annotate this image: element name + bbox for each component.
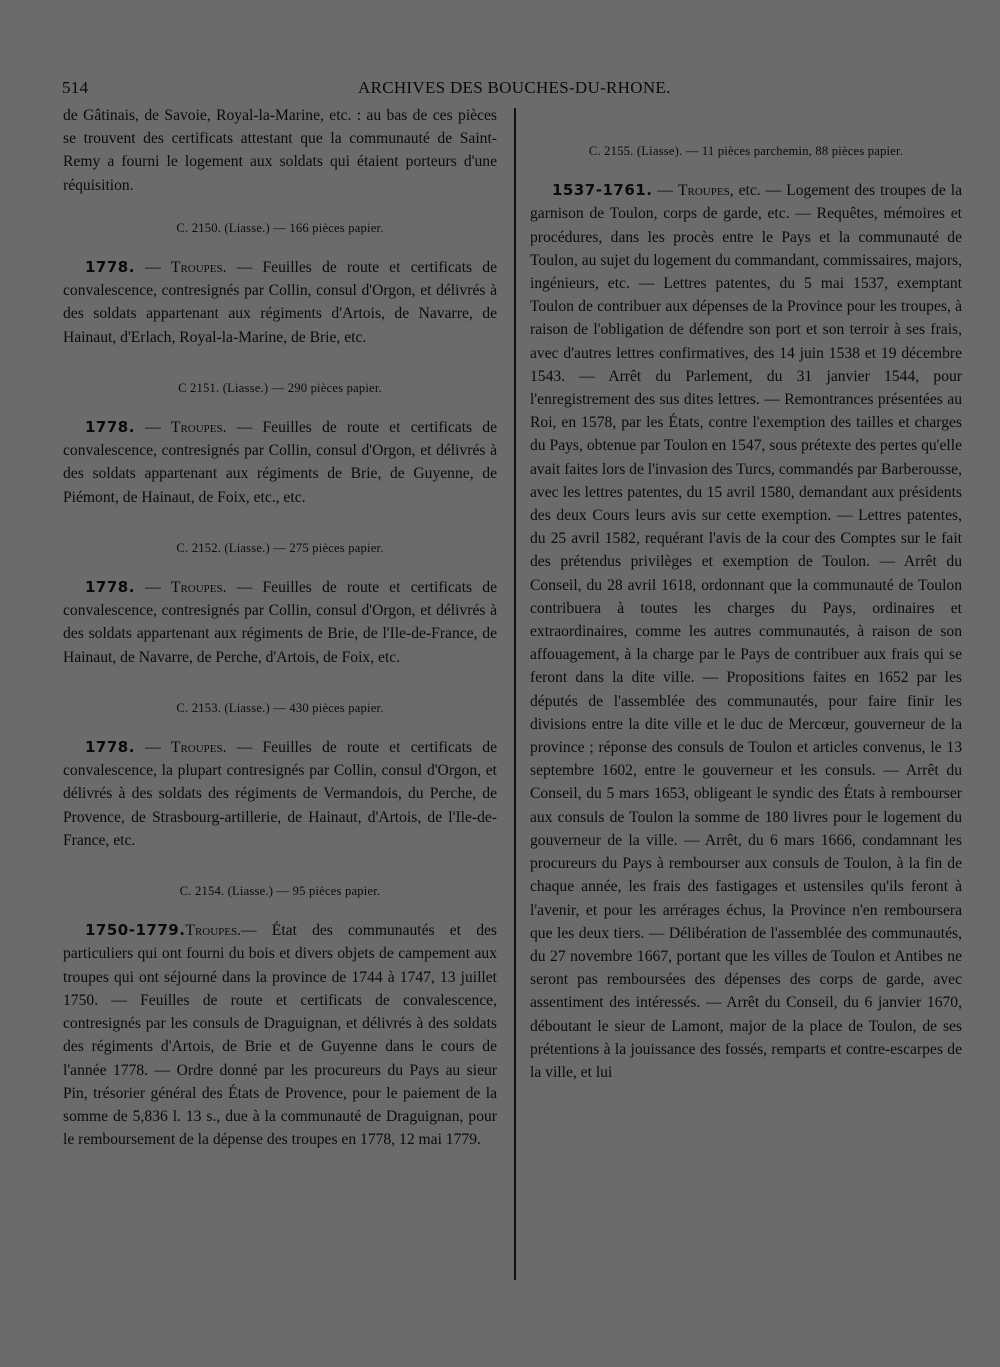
- left-column: [63, 104, 497, 1151]
- cote-line: C. 2153. (Liasse.) — 430 pièces papier.: [176, 700, 384, 715]
- entry-title: Troupes,: [677, 182, 734, 200]
- entry-text: — Feuilles de route et certificats de convalescence, contresignés par Collin, consul d'Orgon, et délivrés à des soldats appartenant aux régiments d'Artois, de Navarre, de Hainaut, d'Erlach, Royal-la-Marine, de Brie, etc.: [63, 259, 497, 346]
- entry-text: etc. — Logement des troupes de la garnison de Toulon, corps de garde, etc. — Requêtes, mémoires et procédures, dans les procès entre le Pays et la communauté de Toulon, au sujet du logement du commandant, commissaires, majors, ingénieurs, etc. — Lettres patentes, du 5 mai 1537, exemptant Toulon de contribuer aux dépenses de la Province pour les troupes, à raison de l'obligation de défendre son port et son terroir à ses frais, avec d'autres lettres confirmatives, des 14 juin 1538 et 19 décembre 1543. — Arrêt du Parlement, du 31 janvier 1544, pour l'enregistrement des sus dites lettres. — Remontrances présentées au Roi, en 1578, par les États, contre l'exemption des tailles et charges du Pays, obtenue par Toulon en 1547, sous prétexte des pertes qu'elle avait faites lors de l'invasion des Turcs, commandés par Barberousse, avec les lettres patentes, du 15 avril 1580, demandant aux présidents des deux Cours leurs avis sur cette exemption. — Lettres patentes, du 25 avril 1582, requérant l'avis de la cour des Comptes sur le fait des prétendus privilèges et exemption de Toulon. — Arrêt du Conseil, du 28 avril 1618, ordonnant que la communauté de Toulon contribuera à toutes les charges du Pays, ordinaires et extraordinaires, comme les autres communautés, à raison de son affouagement, à la charge par le Pays de contribuer aux frais qui se feront dans la dite ville. — Propositions faites en 1652 par les députés de l'assemblée des communautés, pour faire finir les divisions entre la dite ville et le duc de Mercœur, gouverneur de la province ; réponse des consuls de Toulon et articles convenus, le 13 septembre 1602, entre le gouverneur et les consuls. — Arrêt du Conseil, du 5 mars 1653, obligeant le syndic des États à rembourser aux consuls de Toulon la somme de 180 livres pour le logement du gouverneur de la ville. — Arrêt, du 6 mars 1666, condamnant les procureurs du Pays à rembourser aux consuls de Toulon, à la fin de chaque année, les frais des fastigages et ustensiles qu'ils feront à l'avenir, et pour les arrérages échus, la Province n'en remboursera que les deux tiers. — Délibération de l'assemblée des communautés, du 27 novembre 1667, portant que les villes de Toulon et Antibes ne seront pas remboursées des dépenses des corps de garde, avec assentiment des intéressés. — Arrêt du Conseil, du 6 janvier 1670, déboutant le sieur de Lamont, major de la place de Toulon, de ses prétentions à la jouissance des fossés, remparts et contre-escarpes de la ville, et lui: [530, 182, 963, 1081]
- entry-separator: —: [134, 579, 171, 597]
- entry-separator: —: [652, 182, 678, 200]
- entry-date: 1537-1761.: [552, 181, 653, 200]
- entry-text: — Feuilles de route et certificats de convalescence, contresignés par Collin, consul d'Orgon, et délivrés à des soldats appartenant aux régiments de Brie, de l'Ile-de-France, de Hainaut, de Navarre, de Perche, d'Artois, de Foix, etc.: [63, 579, 497, 666]
- entry-text: — État des communautés et des particuliers qui ont fourni du bois et divers objets de campement aux troupes qui ont séjourné dans la province de 1744 à 1747, 13 juillet 1750. — Feuilles de route et certificats de convalescence, contresignés par les consuls de Draguignan, et délivrés à des soldats des régiments d'Artois, de Brie et de Guyenne dans le cours de l'année 1778. — Ordre donné par les procureurs du Pays au sieur Pin, trésorier général des États de Provence, pour le paiement de la somme de 5,836 l. 13 s., due à la communauté de Draguignan, pour le remboursement de la dépense des troupes en 1778, 12 mai 1779.: [63, 922, 497, 1149]
- cote-line: C 2151. (Liasse.) — 290 pièces papier.: [178, 380, 382, 395]
- entry-paragraph: [63, 416, 497, 509]
- entry-paragraph: [530, 179, 962, 1084]
- running-title: ARCHIVES DES BOUCHES-DU-RHONE.: [358, 78, 671, 97]
- column-divider: [514, 108, 516, 1280]
- entry-separator: —: [134, 259, 171, 277]
- entry-paragraph: [63, 919, 497, 1151]
- entry-paragraph: [63, 576, 497, 669]
- entry-separator: —: [134, 419, 171, 437]
- cote-line: C. 2155. (Liasse). — 11 pièces parchemin, 88 pièces papier.: [588, 144, 904, 158]
- entry-title: Troupes.: [170, 259, 227, 277]
- page-number: 514: [62, 78, 89, 97]
- entry-text: — Feuilles de route et certificats de convalescence, la plupart contresignés par Collin, consul d'Orgon, et délivrés à des soldats des régiments de Vermandois, du Perche, de Provence, de Strasbourg-artillerie, de Hainaut, d'Artois, de l'Ile-de-France, etc.: [63, 739, 497, 849]
- entry-title: Troupes.: [170, 579, 227, 597]
- entry-separator: —: [134, 739, 171, 757]
- cote-line: C. 2150. (Liasse.) — 166 pièces papier.: [176, 220, 384, 235]
- entry-title: Troupes.: [170, 419, 227, 437]
- entry-date: 1778.: [85, 578, 135, 597]
- entry-date: 1778.: [85, 258, 135, 277]
- entry-title: Troupes.: [185, 922, 242, 940]
- entry-date: 1778.: [85, 738, 135, 757]
- entry-paragraph: [63, 736, 497, 852]
- cote-line: C. 2154. (Liasse.) — 95 pièces papier.: [179, 884, 381, 899]
- entry-date: 1778.: [85, 418, 135, 437]
- page-header: [62, 78, 671, 102]
- right-column: [530, 140, 962, 1084]
- entry-title: Troupes.: [170, 739, 227, 757]
- entry-date: 1750-1779.: [85, 921, 186, 940]
- cote-line: C. 2152. (Liasse.) — 275 pièces papier.: [176, 540, 384, 555]
- entry-paragraph: [63, 256, 497, 349]
- continuation-paragraph: de Gâtinais, de Savoie, Royal-la-Marine, etc. : au bas de ces pièces se trouvent des certificats attestant que la communauté de Saint-Remy a fourni le logement aux soldats qui étaient porteurs d'une réquisition.: [63, 107, 497, 194]
- entry-text: — Feuilles de route et certificats de convalescence, contresignés par Collin, consul d'Orgon, et délivrés à des soldats appartenant aux régiments de Brie, de Guyenne, de Piémont, de Hainaut, de Foix, etc., etc.: [63, 419, 497, 506]
